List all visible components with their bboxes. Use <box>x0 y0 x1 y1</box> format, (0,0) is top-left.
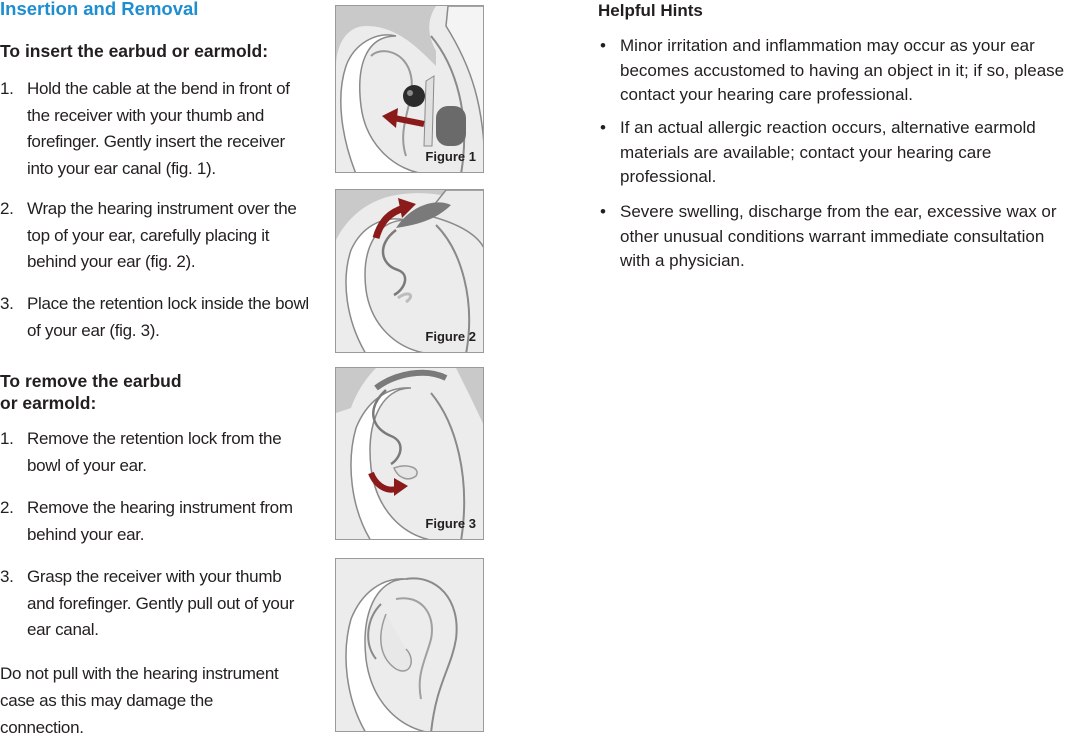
hint-text: Severe swelling, discharge from the ear, excessive wax or other unusual conditions warrant immediate consultation with a physician. <box>620 202 1057 270</box>
bullet: • <box>600 36 606 55</box>
section-title: Insertion and Removal <box>0 0 199 19</box>
figure-2 <box>335 189 484 353</box>
warning-note: Do not pull with the hearing instrument case as this may damage the connection. <box>0 664 279 737</box>
step-number: 3. <box>0 567 14 586</box>
insert-heading: To insert the earbud or earmold: <box>0 41 269 61</box>
step-text: Wrap the hearing instrument over the top of your ear, carefully placing it behind your ear (fig. 2). <box>27 199 297 271</box>
hint-text: Minor irritation and inflammation may occur as your ear becomes accustomed to having an object in it; if so, please contact your hearing care professional. <box>620 36 1065 104</box>
step-number: 2. <box>0 199 14 218</box>
ear-lock-illustration-icon <box>336 368 484 540</box>
hint-text: If an actual allergic reaction occurs, alternative earmold materials are available; contact your hearing care professional. <box>620 118 1036 186</box>
remove-heading <box>0 370 182 414</box>
step-text: Grasp the receiver with your thumb and forefinger. Gently pull out of your ear canal. <box>27 567 295 639</box>
figure-label: Figure 3 <box>425 516 476 531</box>
step-text: Remove the retention lock from the bowl of your ear. <box>27 429 282 475</box>
figure-label: Figure 1 <box>425 149 476 164</box>
remove-heading-line2: or earmold: <box>0 393 97 413</box>
remove-heading-line1: To remove the earbud <box>0 371 182 391</box>
figure-label: Figure 2 <box>425 329 476 344</box>
ear-insert-illustration-icon <box>336 6 484 173</box>
step-text: Hold the cable at the bend in front of the receiver with your thumb and forefinger. Gently insert the receiver into your ear canal (fig. 1). <box>27 79 290 178</box>
bullet: • <box>600 202 606 221</box>
ear-remove-illustration-icon <box>336 559 484 732</box>
step-number: 2. <box>0 498 14 517</box>
step-number: 1. <box>0 79 14 98</box>
step-number: 1. <box>0 429 14 448</box>
figure-1 <box>335 5 484 173</box>
bullet: • <box>600 118 606 137</box>
figure-3 <box>335 367 484 540</box>
step-text: Remove the hearing instrument from behind your ear. <box>27 498 293 544</box>
figure-4 <box>335 558 484 732</box>
step-number: 3. <box>0 294 14 313</box>
hints-title: Helpful Hints <box>598 1 703 20</box>
step-text: Place the retention lock inside the bowl of your ear (fig. 3). <box>27 294 309 340</box>
